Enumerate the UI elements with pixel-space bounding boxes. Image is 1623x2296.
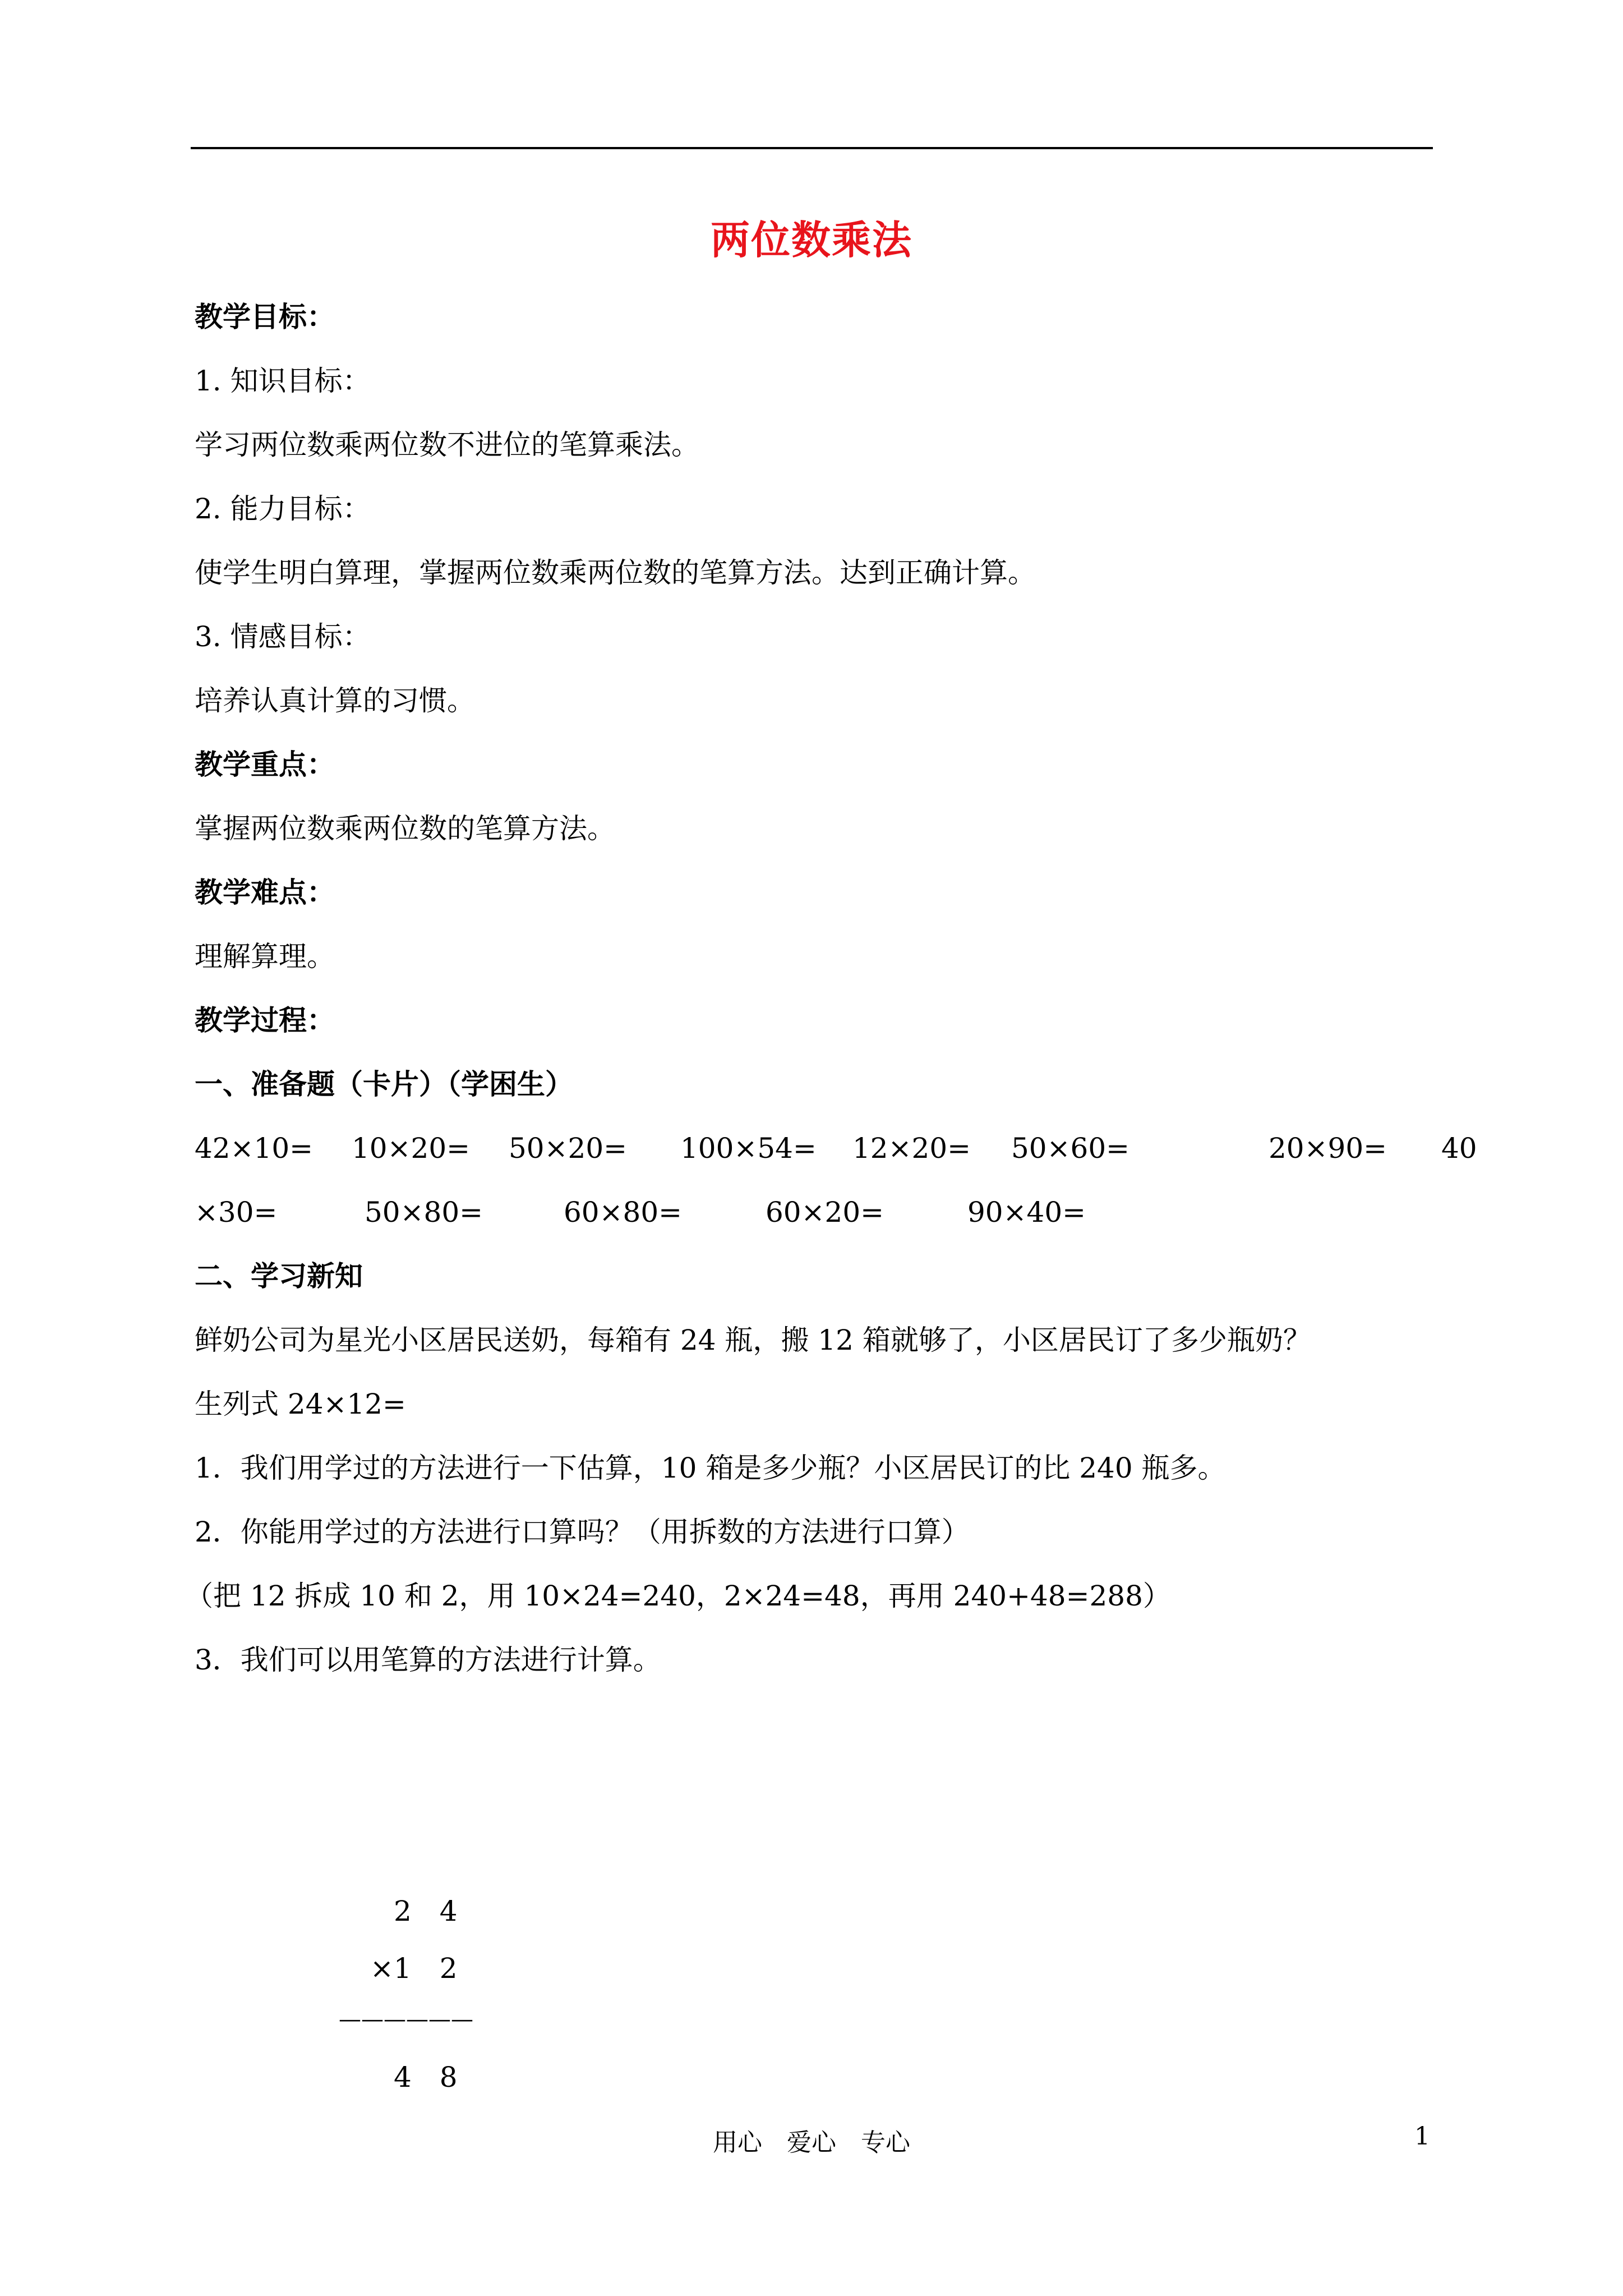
objective-3-label: 3. 情感目标：	[195, 620, 371, 653]
page-title: 两位数乘法	[711, 217, 912, 263]
objective-1-label: 1. 知识目标：	[195, 365, 371, 397]
key-points-text: 掌握两位数乘两位数的笔算方法。	[195, 812, 615, 845]
exercise-item: 42×10=	[195, 1132, 313, 1165]
process-heading: 教学过程：	[195, 1004, 335, 1037]
exercise-item: ×30=	[195, 1196, 278, 1228]
vertical-calc-line-2: ×1 2	[370, 1952, 458, 1985]
equation: 生列式 24×12=	[195, 1388, 406, 1420]
step-1: 1．我们用学过的方法进行一下估算，10 箱是多少瓶？小区居民订的比 240 瓶多。	[195, 1452, 1226, 1484]
objective-2-text: 使学生明白算理，掌握两位数乘两位数的笔算方法。达到正确计算。	[195, 556, 1036, 589]
exercise-item: 60×20=	[766, 1196, 884, 1228]
difficult-points-heading: 教学难点：	[195, 876, 335, 909]
vertical-calc-line-1: 2 4	[394, 1895, 458, 1927]
page-number: 1	[1414, 2122, 1430, 2151]
objective-1-text: 学习两位数乘两位数不进位的笔算乘法。	[195, 429, 699, 461]
exercise-item: 12×20=	[852, 1132, 971, 1165]
part-2-heading: 二、学习新知	[195, 1259, 363, 1292]
exercise-item: 50×20=	[509, 1132, 628, 1165]
difficult-points-text: 理解算理。	[195, 940, 335, 973]
exercise-item: 50×60=	[1011, 1132, 1130, 1165]
header-rule	[191, 147, 1433, 149]
exercise-item: 60×80=	[564, 1196, 683, 1228]
objective-2-label: 2. 能力目标：	[195, 493, 371, 525]
step-2: 2．你能用学过的方法进行口算吗？（用拆数的方法进行口算）	[195, 1516, 970, 1548]
part-1-heading: 一、准备题（卡片）（学困生）	[195, 1068, 573, 1101]
vertical-calc-divider: ——————	[339, 2007, 473, 2032]
objective-3-text: 培养认真计算的习惯。	[195, 684, 475, 717]
vertical-calc-line-3: 4 8	[394, 2061, 458, 2093]
key-points-heading: 教学重点：	[195, 748, 335, 781]
objectives-heading: 教学目标：	[195, 300, 335, 333]
footer-motto: 用心 爱心 专心	[713, 2128, 910, 2157]
exercise-item: 50×80=	[365, 1196, 483, 1228]
exercise-item: 40	[1441, 1132, 1477, 1165]
exercise-item: 10×20=	[352, 1132, 471, 1165]
exercise-item: 100×54=	[680, 1132, 817, 1165]
exercise-item: 20×90=	[1269, 1132, 1387, 1165]
exercise-item: 90×40=	[967, 1196, 1086, 1228]
step-2-note: （把 12 拆成 10 和 2，用 10×24=240，2×24=48，再用 240+48=288）	[185, 1580, 1171, 1612]
step-3: 3．我们可以用笔算的方法进行计算。	[195, 1644, 661, 1676]
word-problem: 鲜奶公司为星光小区居民送奶，每箱有 24 瓶，搬 12 箱就够了，小区居民订了多少瓶奶？	[195, 1324, 1311, 1356]
